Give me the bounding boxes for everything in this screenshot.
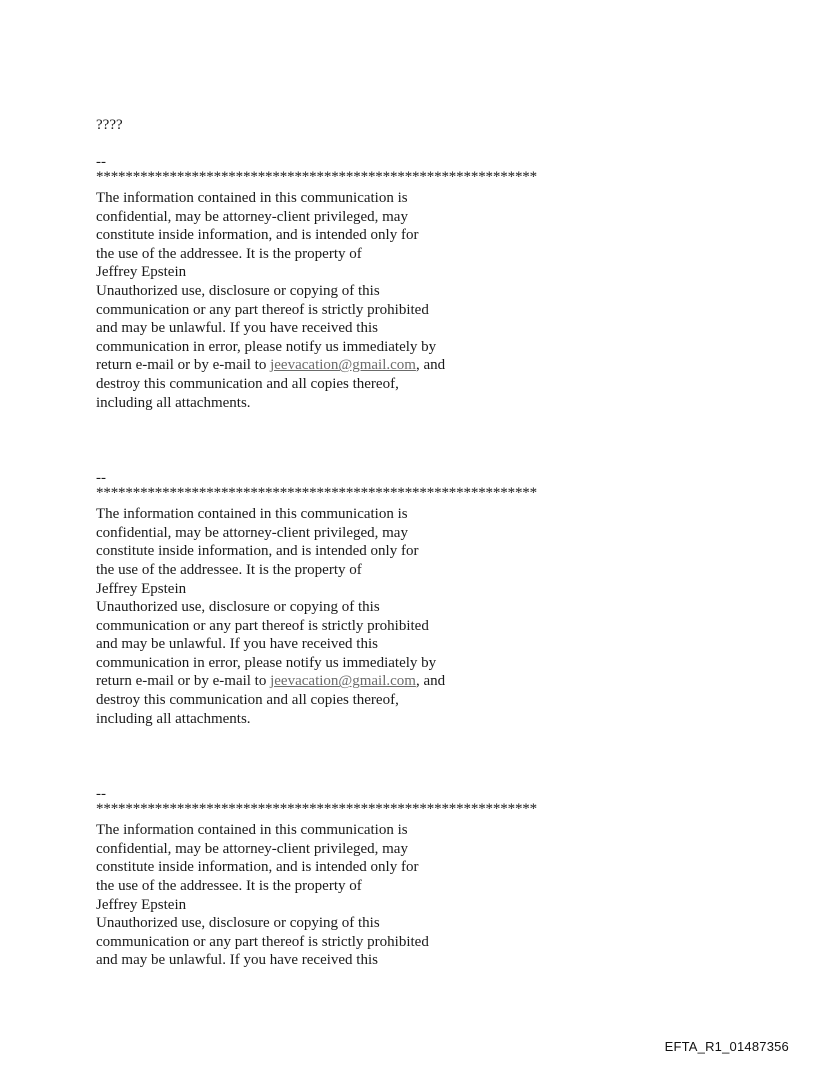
- email-body: [96, 116, 656, 970]
- notice-line: Unauthorized use, disclosure or copying of this: [96, 599, 380, 616]
- confidentiality-notice: [96, 189, 656, 412]
- notice-line-return: [96, 672, 656, 691]
- notice-line: confidential, may be attorney-client privileged, may: [96, 208, 408, 225]
- notice-line: communication in error, please notify us immediately by: [96, 654, 437, 671]
- asterisk-divider: ************************************************************: [96, 485, 538, 502]
- notice-line-return: [96, 356, 656, 375]
- notice-line: and may be unlawful. If you have received this: [96, 320, 378, 337]
- notice-line: and may be unlawful. If you have received this: [96, 636, 378, 653]
- bates-number: EFTA_R1_01487356: [664, 1039, 789, 1054]
- confidentiality-block: [96, 470, 656, 728]
- notice-line: the use of the addressee. It is the property of: [96, 245, 362, 262]
- notice-line: destroy this communication and all copies thereof,: [96, 692, 399, 709]
- notice-line: confidential, may be attorney-client privileged, may: [96, 524, 408, 541]
- return-prefix: return e-mail or by e-mail to: [96, 357, 271, 374]
- return-suffix: , and: [415, 357, 446, 374]
- confidentiality-block: [96, 154, 656, 412]
- signature-separator: --: [96, 154, 106, 170]
- notice-line: The information contained in this communication is: [96, 822, 408, 839]
- notice-line: Unauthorized use, disclosure or copying of this: [96, 915, 380, 932]
- notice-line: communication or any part thereof is strictly prohibited: [96, 617, 429, 634]
- confidentiality-notice: [96, 505, 656, 728]
- opener-text: ????: [96, 117, 123, 133]
- notice-line: the use of the addressee. It is the property of: [96, 878, 362, 895]
- notice-line: The information contained in this communication is: [96, 190, 408, 206]
- notice-line: communication in error, please notify us immediately by: [96, 338, 437, 355]
- email-link[interactable]: jeevacation@gmail.com: [270, 673, 416, 690]
- notice-line: Jeffrey Epstein: [96, 264, 187, 281]
- email-link[interactable]: jeevacation@gmail.com: [270, 357, 416, 374]
- return-prefix: return e-mail or by e-mail to: [96, 673, 271, 690]
- notice-line: Unauthorized use, disclosure or copying of this: [96, 282, 380, 299]
- signature-separator: --: [96, 470, 106, 487]
- notice-line: Jeffrey Epstein: [96, 896, 187, 913]
- asterisk-divider: ************************************************************: [96, 801, 538, 818]
- notice-line: and may be unlawful. If you have received this: [96, 952, 378, 969]
- notice-line: communication or any part thereof is strictly prohibited: [96, 933, 429, 950]
- notice-line: constitute inside information, and is intended only for: [96, 543, 419, 560]
- asterisk-divider: ************************************************************: [96, 169, 538, 185]
- notice-line: including all attachments.: [96, 710, 251, 727]
- notice-line: constitute inside information, and is intended only for: [96, 227, 419, 244]
- confidentiality-block: [96, 786, 656, 970]
- notice-line: Jeffrey Epstein: [96, 580, 187, 597]
- notice-line: The information contained in this communication is: [96, 506, 408, 523]
- notice-line: including all attachments.: [96, 394, 251, 411]
- notice-line: the use of the addressee. It is the property of: [96, 561, 362, 578]
- notice-line: constitute inside information, and is intended only for: [96, 859, 419, 876]
- confidentiality-notice: [96, 821, 656, 970]
- notice-line: destroy this communication and all copies thereof,: [96, 375, 399, 392]
- signature-separator: --: [96, 786, 106, 803]
- notice-line: confidential, may be attorney-client privileged, may: [96, 840, 408, 857]
- notice-line: communication or any part thereof is strictly prohibited: [96, 301, 429, 318]
- return-suffix: , and: [415, 673, 446, 690]
